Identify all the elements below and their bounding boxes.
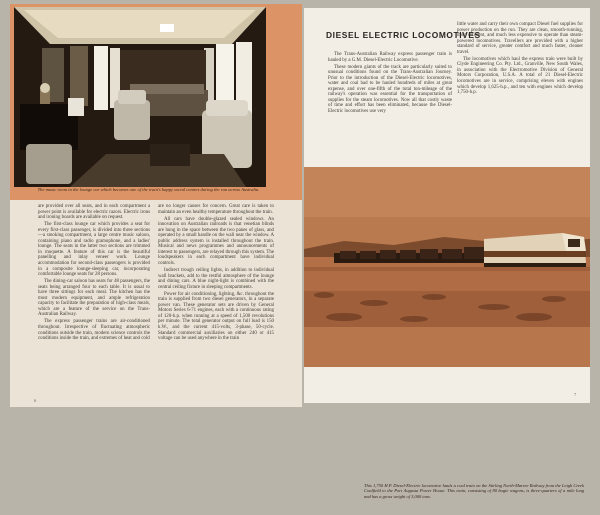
text-column-1 (328, 52, 452, 174)
paragraph: are no longer causes for concern. Great care is taken to maintain an even healthy temperature throughout the train. (158, 204, 274, 215)
paragraph: The dining-car saloon has seats for 48 passengers, the seats being arranged four to each table. It is usual to have three sittings for each meal. The kitchen has the most modern equipment, and ample refrigeration capacity to facilitate the preparation of high-class meals, which are a feature of the service on the Trans-Australian Railway. (38, 279, 150, 318)
page-number: 7 (574, 392, 577, 397)
paragraph: Power for air conditioning, lighting, &c. throughout the train is supplied from two diesel generators, in a separate power van. These generator sets are driven by General Motors Series 6-71 engines, each with a continuous rating of 120-h.p. when running at a speed of 1,500 revolutions per minute. The total generator output on full load is 150 k.W., and the current 415-volts, 3-phase, 50-cycle. Standard commercial auxiliaries on either 240 or 415 voltage can be used anywhere in the train (158, 291, 274, 342)
paragraph: These modern giants of the track are particularly suited to unusual conditions found on the Trans-Australian Journey. Prior to the introduction of the Diesel-Electric locomotives, water and coal had to be hauled hundreds of miles at great expense, and over one-fifth of the total ton-mileage of the railway's operation was essential for the transportation of supplies for the steam locomotives. Now all that costly waste of time and effort has been eliminated, because the Diesel-Electric locomotives use very (328, 64, 452, 114)
locomotive-photo (304, 167, 590, 499)
right-page (304, 8, 590, 499)
photo-caption: The music room in the lounge car which becomes one of the train's happy social centres during the run across Australia. (37, 187, 260, 192)
coal-train-illustration (304, 167, 590, 367)
paragraph: Indirect trough ceiling lights, in addition to individual wall brackets, add to the restful atmosphere of the lounge and dining cars. A blue night-light is combined with the central ceiling fixture in sleeping compartments. (158, 268, 274, 290)
lounge-car-photo (10, 4, 302, 200)
page-title: DIESEL ELECTRIC LOCOMOTIVES (326, 30, 481, 40)
paragraph: little water and carry their own compact Diesel fuel supplies for power production on the run. They are clean, smooth-running, most efficient, and much less expensive to operate than steam-powered locomotives. Travellers are provided with a higher standard of service, greater comfort and much faster, cleaner travel. (457, 22, 583, 55)
paragraph: The Trans-Australian Railway express passenger train is hauled by a G.M. Diesel-Electric Locomotive. (328, 52, 452, 63)
text-column-2 (158, 204, 274, 404)
text-column-1 (38, 204, 150, 404)
paragraph: are provided over all seats, and in each compartment a power point is available for electric razors. Electric irons and ironing boards are available on request. (38, 204, 150, 221)
page-number: 6 (34, 398, 37, 403)
paragraph: The express passenger trains are air-conditioned throughout. Irrespective of fluctuating atmospheric conditions outside the train, modern science controls the conditions inside the train, and extremes of heat and cold (38, 319, 150, 342)
music-room-illustration (10, 4, 302, 200)
photo-caption: This 1,750 H.P. Diesel-Electric locomotive hauls a coal train on the Stirling North-Marree Railway from the Leigh Creek Coalfield to the Port Augusta Power House. This train, consisting of 80 bogie wagons, is three-quarters of a mile long and has a gross weight of 3,000 tons. (364, 483, 584, 499)
text-column-2 (457, 22, 583, 170)
paragraph: The locomotives which haul the express train were built by Clyde Engineering Co. Pty. Ltd., Granville, New South Wales, in association with the Electromotive Division of General Motors Corporation, U.S.A. A total of 21 Diesel-Electric locomotives are in service, comprising eleven with engines which develop 1,625-h.p., and ten with engines which develop 1,750-h.p. (457, 56, 583, 96)
paragraph: The first-class lounge car which provides a seat for every first-class passenger, is divided into three sections—a smoking compartment, a large centre music saloon, containing piano and radio gramophone, and a ladies' lounge. The seats in the latter two sections are trimmed in moquette. A feature of this car is the beautiful panelling and inlay veneer work. Lounge accommodation for second-class passengers is provided in a composite lounge-sleeping car, incorporating comfortable lounge seats for 28 persons. (38, 222, 150, 278)
paragraph: All cars have double-glazed sealed windows. An innovation on Australian railroads is that venetian blinds are hung in the space between the two panes of glass, and operated by a small handle on the wall near the window. A public address system is installed throughout the train. Musical and news programmes and announcements of interest to passengers, are relayed through this system. The loudspeakers in each compartment have individual controls. (158, 216, 274, 266)
left-page (10, 4, 302, 407)
